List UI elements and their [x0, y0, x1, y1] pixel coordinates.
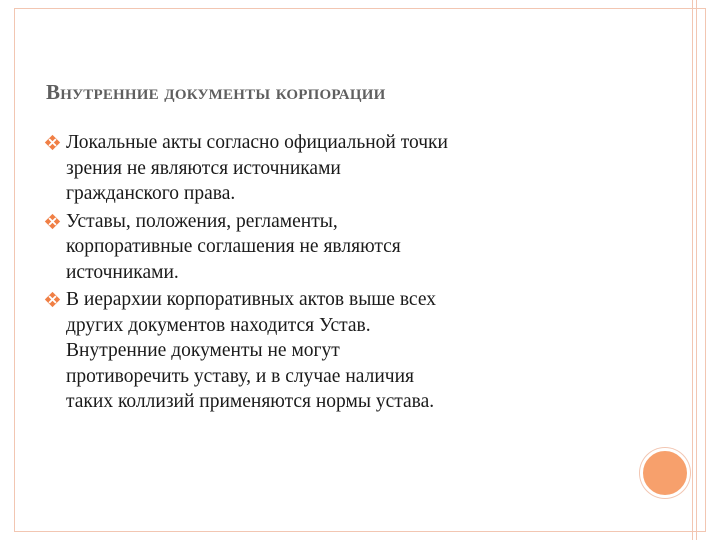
bullet-text: В иерархии корпоративных актов выше всех других документов находится Устав. Внутренние документы не могут противоречить уставу, и в случае наличия таких коллизий применяются нормы устава. — [66, 289, 436, 412]
decorative-vertical-line — [696, 0, 697, 540]
crossed-diamond-bullet-icon — [44, 134, 61, 151]
decorative-vertical-line — [692, 0, 693, 540]
bullet-item — [44, 209, 654, 286]
bullet-text: Уставы, положения, регламенты, корпоративные соглашения не являются источниками. — [66, 210, 401, 283]
bullet-item — [44, 130, 654, 207]
bullet-item — [44, 287, 654, 415]
crossed-diamond-bullet-icon — [44, 291, 61, 308]
bullet-list — [44, 130, 654, 417]
bullet-text: Локальные акты согласно официальной точки зрения не являются источниками гражданского права. — [66, 132, 448, 204]
crossed-diamond-bullet-icon — [44, 213, 61, 230]
slide-title: Внутренние документы корпорации — [46, 80, 386, 104]
decorative-orange-circle — [640, 448, 690, 498]
